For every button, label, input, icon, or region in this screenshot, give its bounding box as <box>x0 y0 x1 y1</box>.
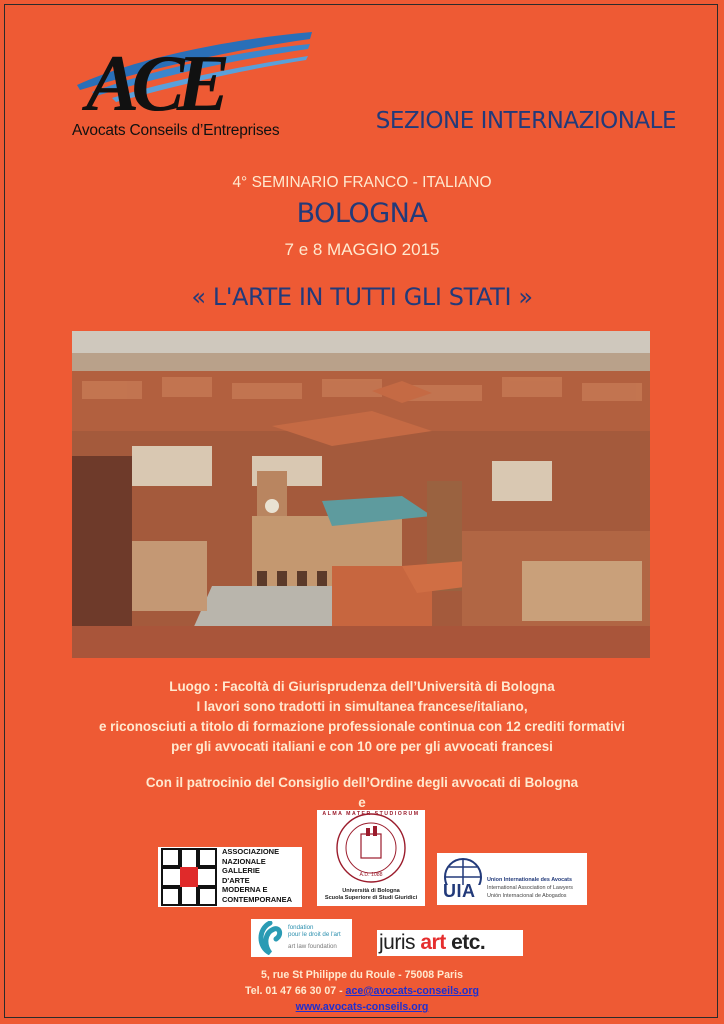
patronage-block <box>0 773 724 813</box>
uia-logo <box>437 853 587 905</box>
anmgac-line: GALLERIE <box>222 866 260 876</box>
footer-website <box>0 999 724 1015</box>
fondation-line-1: fondation <box>288 924 314 931</box>
fondation-line-2: pour le droit de l'art <box>288 931 341 938</box>
art-word: art <box>420 931 446 954</box>
uia-name-fr: Union Internationale des Avocats <box>487 877 572 883</box>
bologna-cityscape-photo <box>72 331 650 658</box>
seminar-title: 4° SEMINARIO FRANCO - ITALIANO <box>232 174 492 191</box>
unibo-name: Università di Bologna <box>342 888 400 894</box>
footer-address: 5, rue St Philippe du Roule - 75008 Paris <box>261 969 463 981</box>
anmgac-line: NAZIONALE <box>222 856 266 866</box>
event-dates: 7 e 8 MAGGIO 2015 <box>284 240 440 259</box>
credits-line-2: per gli avvocati italiani e con 10 ore per gli avvocati francesi <box>171 739 553 754</box>
event-info <box>0 677 724 757</box>
anmgac-name <box>222 847 302 905</box>
footer-phone: Tel. 01 47 66 30 07 - <box>245 985 346 997</box>
unibo-seal-text: ALMA MATER STUDIORUM <box>322 811 420 817</box>
anmgac-line: CONTEMPORANEA <box>222 894 293 904</box>
seminar-theme: « L'ARTE IN TUTTI GLI STATI » <box>191 283 533 311</box>
anmgac-line: ASSOCIAZIONE <box>222 847 280 856</box>
section-title: SEZIONE INTERNAZIONALE <box>375 108 676 134</box>
anmgac-line: D'ARTE <box>222 875 250 885</box>
juris-word: juris <box>379 931 416 954</box>
translation-line: I lavori sono tradotti in simultanea francese/italiano, <box>196 699 528 714</box>
ace-logo <box>72 30 317 155</box>
ace-logo-name: Avocats Conseils d’Entreprises <box>72 122 280 139</box>
etc-word: etc. <box>451 931 486 954</box>
unibo-logo <box>317 810 425 906</box>
anmgac-line: MODERNA E <box>222 885 268 895</box>
venue-line: Luogo : Facoltà di Giurisprudenza dell’Università di Bologna <box>169 679 555 694</box>
anmgac-emblem-icon <box>160 847 220 907</box>
uia-name-es: Unión Internacional de Abogados <box>487 893 567 899</box>
unibo-school: Scuola Superiore di Studi Giuridici <box>324 895 418 901</box>
patronage-line: Con il patrocinio del Consiglio dell’Ordine degli avvocati di Bologna <box>145 775 579 790</box>
uia-abbr: UIA <box>443 881 476 901</box>
unibo-year: A.D. 1088 <box>359 872 383 878</box>
uia-name-en: International Association of Lawyers <box>487 885 573 891</box>
patronage-and: e <box>358 795 366 810</box>
footer-contact <box>0 983 724 999</box>
city-title: BOLOGNA <box>296 198 428 229</box>
fondation-logo <box>251 919 352 957</box>
ace-mark: ACE <box>86 40 223 128</box>
footer-website-link[interactable]: www.avocats-conseils.org <box>295 1001 429 1013</box>
juris-art-etc-text <box>379 930 485 956</box>
fondation-swirl-icon <box>254 921 286 955</box>
anmgac-logo <box>158 847 302 907</box>
juris-art-etc-logo <box>377 930 523 956</box>
fondation-line-3: art law foundation <box>288 943 337 950</box>
credits-line: e riconosciuti a titolo di formazione professionale continua con 12 crediti formativi <box>98 719 626 734</box>
footer-email-link[interactable]: ace@avocats-conseils.org <box>345 985 479 997</box>
